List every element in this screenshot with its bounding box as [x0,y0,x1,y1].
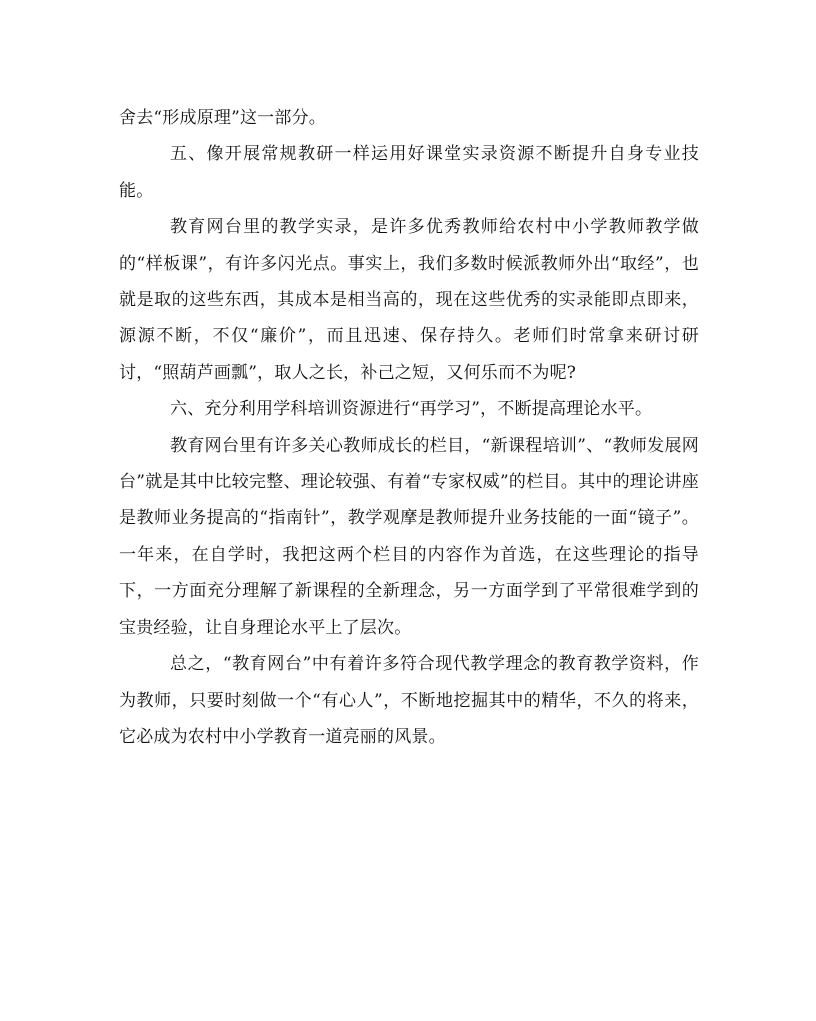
section-heading-six: 六、充分利用学科培训资源进行“再学习”，不断提高理论水平。 [170,399,653,420]
paragraph-continuation: 舍去“形成原理”这一部分。 [119,108,326,128]
paragraph-conclusion: 总之，“教育网台”中有着许多符合现代教学理念的教育教学资料，作为教师，只要时刻做一个“有心人”，不断地挖掘其中的精华，不久的将来，它必成为农村中小学教育一道亮丽的风景。 [119,654,699,747]
document-body [119,100,699,755]
paragraph-training-resources: 教育网台里有许多关心教师成长的栏目，“新课程培训”、“教师发展网台”就是其中比较完整、理论较强、有着“专家权威”的栏目。其中的理论讲座是教师业务提高的“指南针”，教学观摩是教师提升业务技能的一面“镜子”。一年来，在自学时，我把这两个栏目的内容作为首选，在这些理论的指导下，一方面充分理解了新课程的全新理念，另一方面学到了平常很难学到的宝贵经验，让自身理论水平上了层次。 [119,435,699,638]
paragraph-classroom-recordings: 教育网台里的教学实录，是许多优秀教师给农村中小学教师教学做的“样板课”，有许多闪光点。事实上，我们多数时候派教师外出“取经”，也就是取的这些东西，其成本是相当高的，现在这些优秀的实录能即点即来，源源不断，不仅“廉价”，而且迅速、保存持久。老师们时常拿来研讨研讨，“照葫芦画瓢”，取人之长，补己之短，又何乐而不为呢? [119,217,699,383]
section-heading-five: 五、像开展常规教研一样运用好课堂实录资源不断提升自身专业技能。 [119,144,699,201]
